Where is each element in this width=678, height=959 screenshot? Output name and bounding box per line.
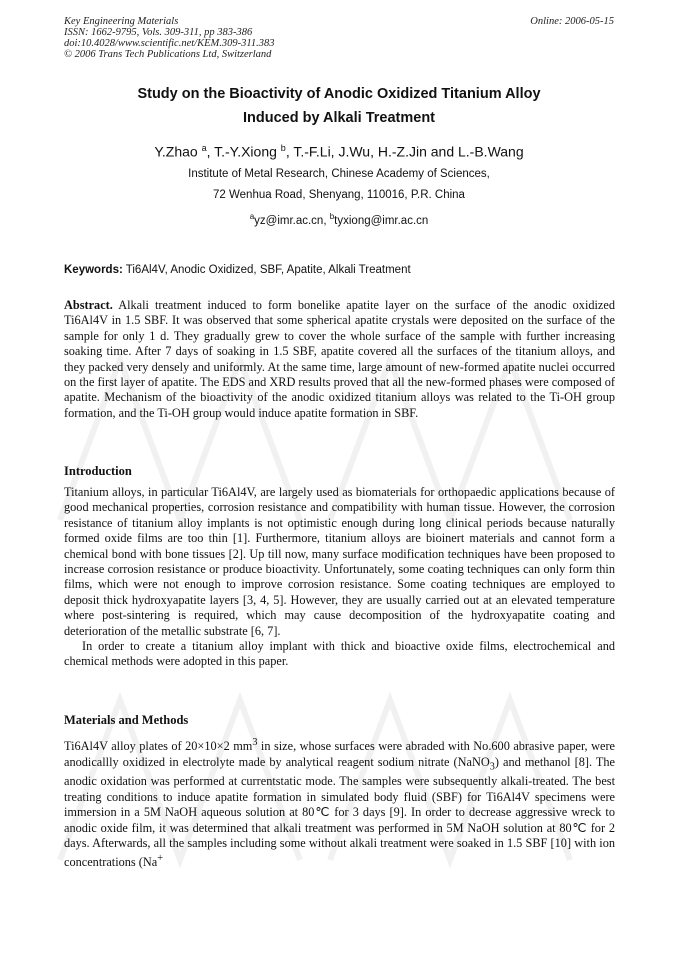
methods-sup-plus: + xyxy=(157,853,163,865)
methods-body xyxy=(64,735,615,871)
author-1: Y.Zhao xyxy=(154,143,202,160)
journal-name: Key Engineering Materials xyxy=(64,16,179,27)
email-sup-b: b xyxy=(329,212,335,221)
affiliation-line-2: 72 Wenhua Road, Shenyang, 110016, P.R. China xyxy=(213,189,465,201)
affiliation xyxy=(64,164,614,232)
doi-line: doi:10.4028/www.scientific.net/KEM.309-311.383 xyxy=(64,38,275,49)
title-line-2: Induced by Alkali Treatment xyxy=(242,110,436,126)
introduction-paragraph-2: In order to create a titanium alloy implant with thick and bioactive oxide films, electrochemical and chemical methods were adopted in this paper. xyxy=(64,639,615,669)
keywords-text: Ti6Al4V, Anodic Oxidized, SBF, Apatite, Alkali Treatment xyxy=(122,264,411,276)
email-sup-a: a xyxy=(249,212,255,221)
keywords-label: Keywords: xyxy=(64,264,123,276)
online-date: Online: 2006-05-15 xyxy=(530,16,614,27)
author-list xyxy=(64,139,614,161)
methods-sup-3: 3 xyxy=(252,737,258,748)
methods-text-3: ) and methanol [8]. The anodic oxidation was performed at currentstatic mode. The samples were subsequently alkali-treated. The best treating conditions to induce apatite formation in simulated body fluid (SBF) for Ti6Al4V specimens were immersion in a 5M NaOH aqueous solution at 80℃ for 3 days [9]. In order to decrease aggressive wreck to anodic oxide film, it was determined that alkali treatment was performed in 5M NaOH solution at 80℃ for 2 days. Afterwards, all the samples including some without alkali treatment were soaked in 1.5 SBF [10] with ion concentrations (Na xyxy=(64,754,616,870)
abstract-label: Abstract. xyxy=(64,298,113,312)
email-b: tyxiong@imr.ac.cn xyxy=(334,214,429,227)
copyright-line: © 2006 Trans Tech Publications Ltd, Switzerland xyxy=(64,49,272,60)
author-1-sup: a xyxy=(201,143,207,153)
abstract xyxy=(64,298,615,421)
other-authors: , T.-F.Li, J.Wu, H.-Z.Jin and L.-B.Wang xyxy=(285,143,524,160)
title-line-1: Study on the Bioactivity of Anodic Oxidized Titanium Alloy xyxy=(137,86,541,102)
email-line xyxy=(64,206,614,232)
introduction-heading: Introduction xyxy=(64,464,132,478)
methods-text-1: Ti6Al4V alloy plates of 20×10×2 mm xyxy=(64,739,253,754)
keywords xyxy=(64,263,614,277)
introduction-body xyxy=(64,485,615,670)
author-2: , T.-Y.Xiong xyxy=(206,143,281,160)
abstract-text: Alkali treatment induced to form bonelike apatite layer on the surface of the anodic oxidized Ti6Al4V in 1.5 SBF. It was observed that some spherical apatite crystals were deposited on the surface of the sample for only 1 d. They gradually grew to cover the whole surface of the sample with further increasing soaking time. After 7 days of soaking in 1.5 SBF, apatite covered all the surfaces of the titanium alloys, and they packed very densely and uniformly. At the same time, large amount of new-formed apatite nuclei occurred on the first layer of apatite. The EDS and XRD results proved that all the new-formed phases were composed of apatite. Mechanism of the bioactivity of the anodic oxidized titanium alloys was related to the Ti-OH group formation, and the Ti-OH group would induce apatite formation in SBF. xyxy=(64,298,615,420)
journal-header xyxy=(64,16,274,60)
methods-sub-3: 3 xyxy=(489,760,495,772)
methods-heading: Materials and Methods xyxy=(64,713,189,727)
issn-line: ISSN: 1662-9795, Vols. 309-311, pp 383-386 xyxy=(64,27,253,38)
author-2-sup: b xyxy=(280,143,286,153)
email-a: yz@imr.ac.cn, xyxy=(254,214,330,227)
paper-title xyxy=(64,82,614,130)
affiliation-line-1: Institute of Metal Research, Chinese Academy of Sciences, xyxy=(188,168,490,180)
methods-text-2: in size, whose surfaces were abraded with No.600 abrasive paper, were anodicallly oxidized in electrolyte made by analytical reagent sodium nitrate (NaNO xyxy=(64,739,615,769)
introduction-paragraph-1: Titanium alloys, in particular Ti6Al4V, are largely used as biomaterials for orthopaedic applications because of good mechanical properties, corrosion resistance and compatibility with human tissue. However, the corrosion resistance of titanium alloy implants is not optimistic enough during long clinical periods because naturally formed oxide films are too thin [1]. Furthermore, titanium alloys are bioinert materials and cannot form a chemical bond with bone tissues [2]. Up till now, many surface modification techniques have been proposed to increase corrosion resistance or produce bioactivity. Unfortunately, some coating techniques can only form thin films, which were not enough to improve corrosion resistance. Some coating techniques are employed to deposit thick hydroxyapatite layers [3, 4, 5]. However, they are usually carried out at an elevated temperature where post-sintering is required, which may cause decomposition of the hydroxyapatite coating and deterioration of the metallic substrate [6, 7]. xyxy=(64,485,615,638)
